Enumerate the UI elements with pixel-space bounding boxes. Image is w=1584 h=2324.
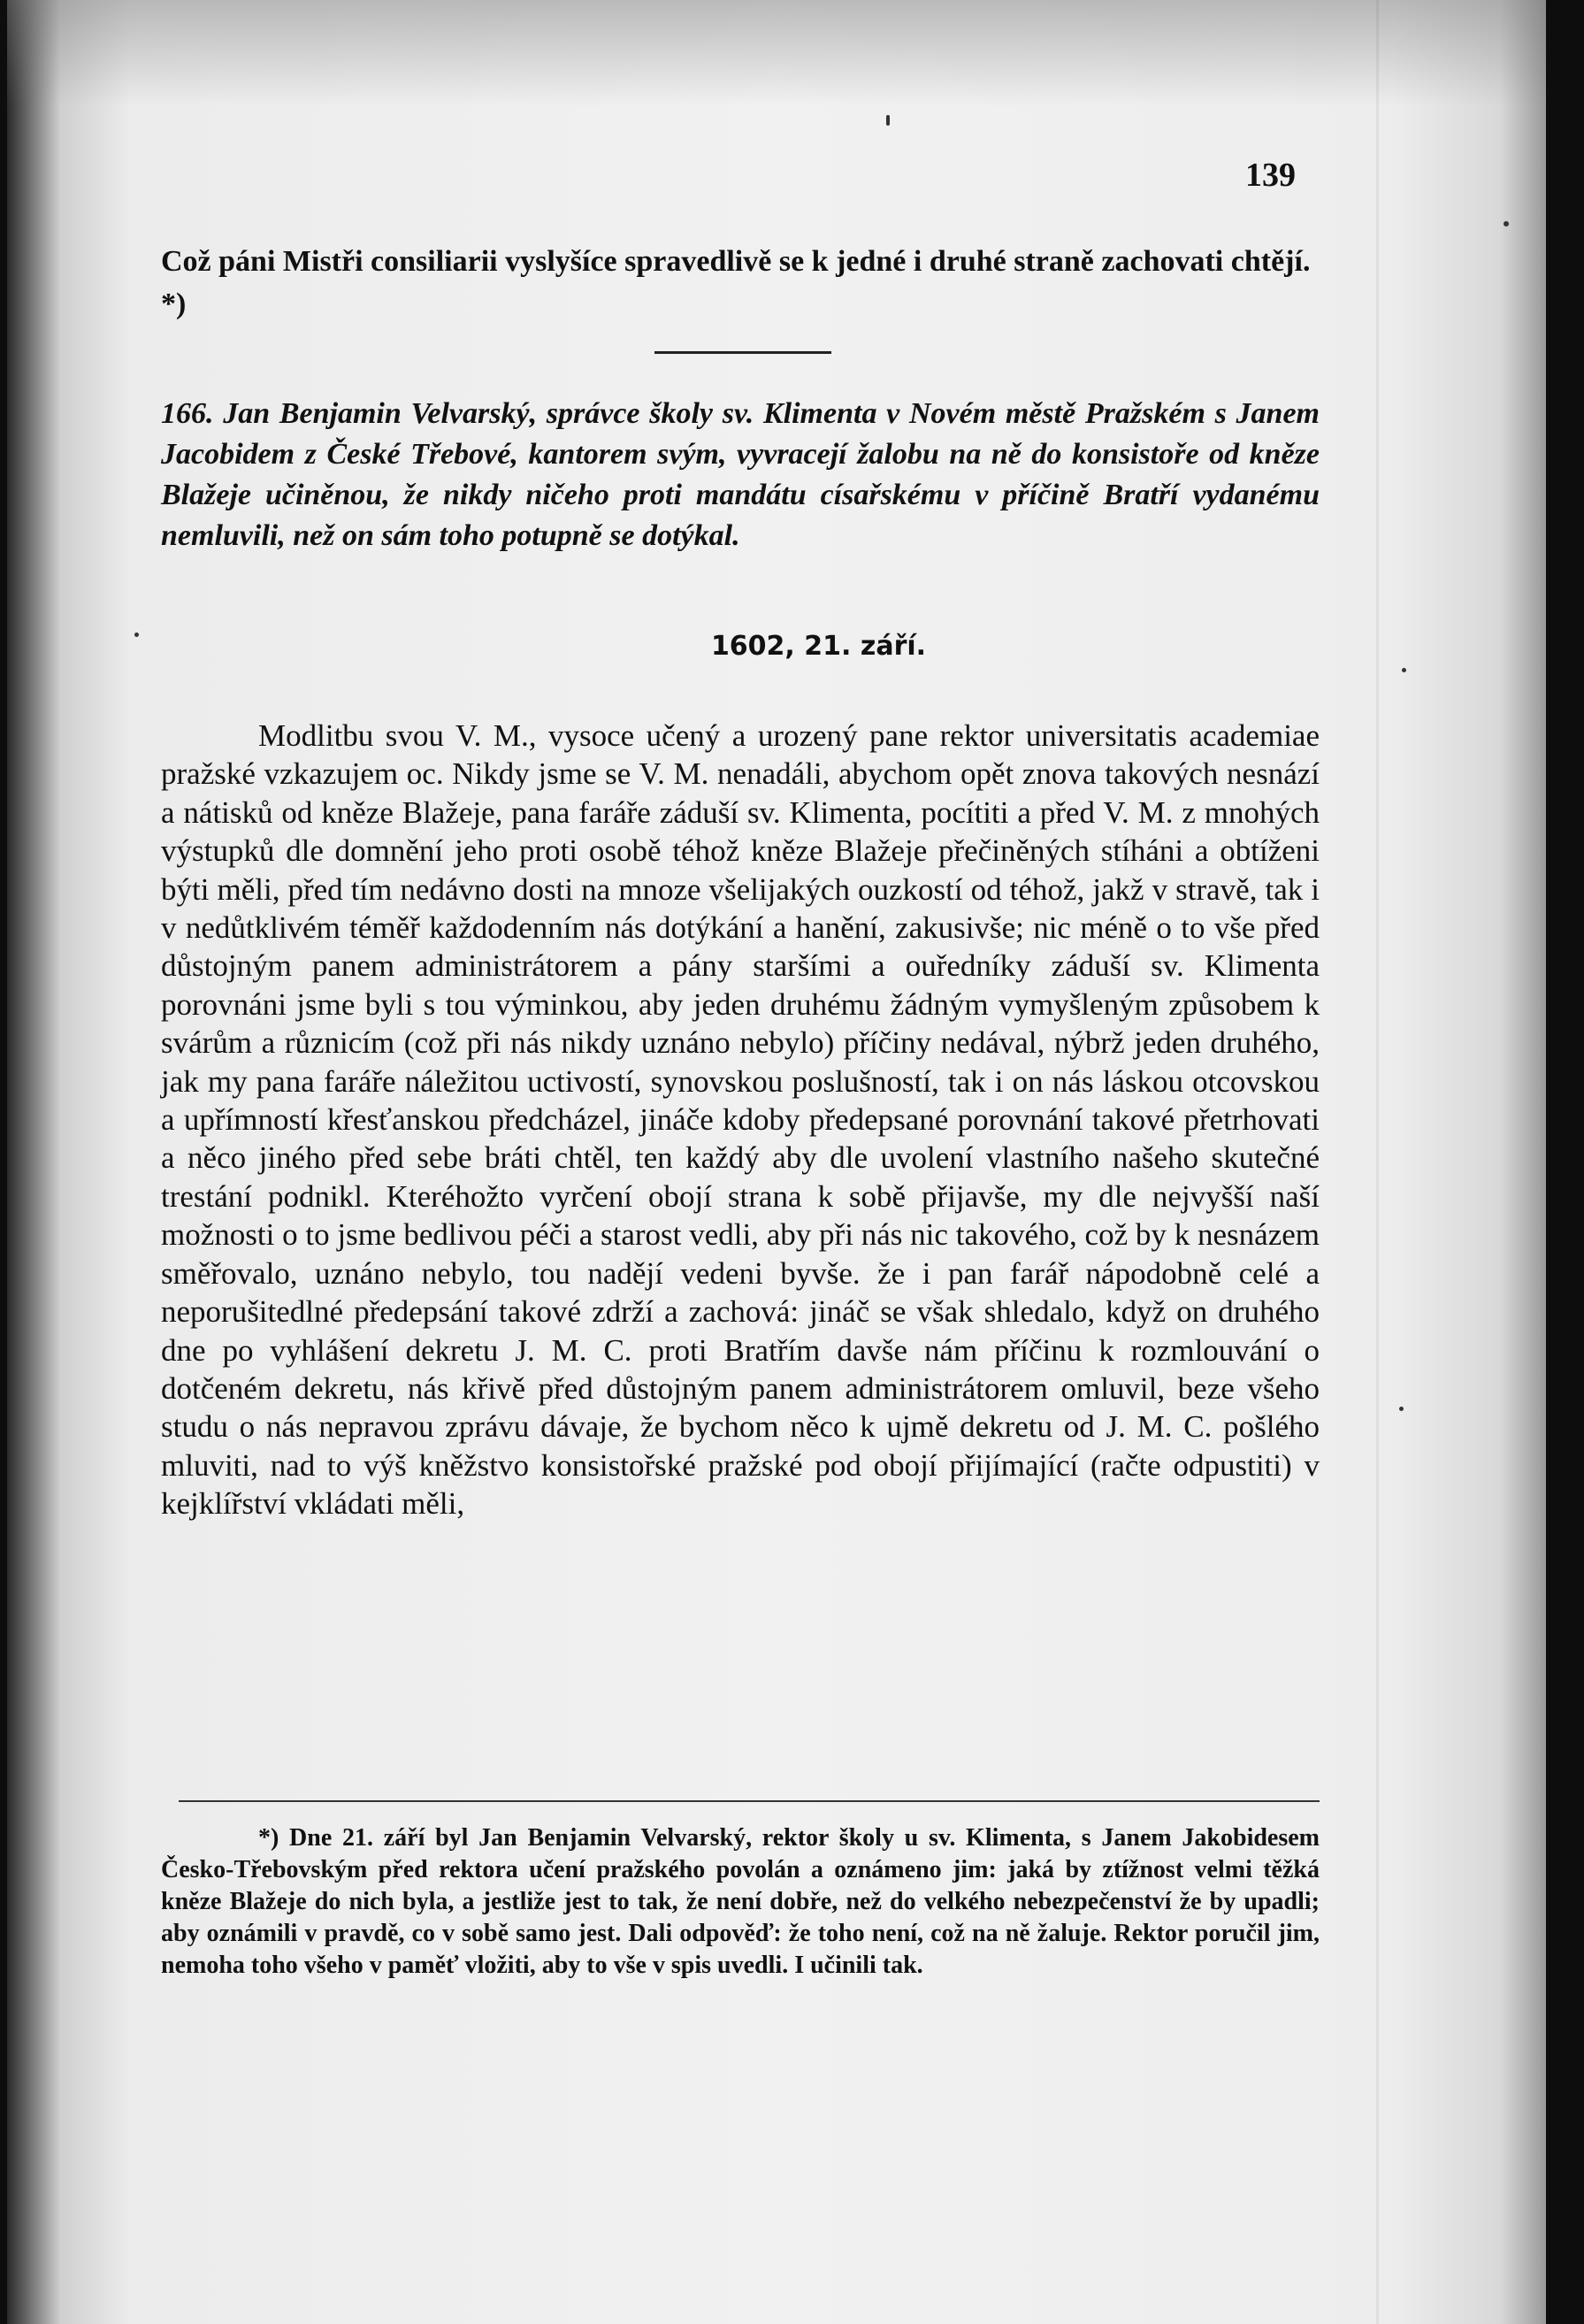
dust-speck bbox=[1399, 1407, 1404, 1411]
dust-speck bbox=[1402, 668, 1406, 672]
dust-speck bbox=[1504, 221, 1509, 226]
entry-body: Modlitbu svou V. M., vysoce učený a urozený pane rektor universitatis academiae pražské vzkazujem oc. Nikdy jsme se V. M. nenadáli, abychom opět znova takových nesnází a nátisků od kněze Blažeje, pana faráře záduší sv. Klimenta, pocítiti a před V. M. z mnohých výstupků dle domnění jeho proti osobě téhož kněze Blažeje přečiněných stíháni a obtíženi býti měli, před tím nedávno dosti na mnoze všelijakých ouzkostí od téhož, jakž v stravě, tak i v nedůtklivém téměř každodenním nás dotýkání a hanění, zakusivše; nic méně o to vše před důstojným panem administrátorem a pány staršími a ouředníky záduší sv. Klimenta porovnáni jsme byli s tou výminkou, aby jeden druhému žádným vymyšleným způsobem k svárům a různicím (což při nás nikdy uznáno nebylo) příčiny nedával, nýbrž jeden druhého, jak my pana faráře náležitou uctivostí, synovskou poslušností, tak i on nás láskou otcovskou a upřímností křesťanskou předcházel, jináče kdoby předepsané porovnání takové přetrhovati a něco jiného před sebe bráti chtěl, ten každý aby dle uvolení vlastního našeho skutečné trestání podnikl. Kteréhožto vyrčení obojí strana k sobě přijavše, my dle nejvyšší naší možnosti o to jsme bedlivou péči a starost vedli, aby při nás nic takového, což by k nesnázem směřovalo, uznáno nebylo, tou nadějí vedeni byvše. že i pan farář nápodobně celé a neporušitedlné předepsání takové zdrží a zachová: jináč se však shledalo, když on druhého dne po vyhlášení dekretu J. M. C. proti Bratřím davše nám příčinu k rozmlouvání o dotčeném dekretu, nás křivě před důstojným panem administrátorem omluvil, beze všeho studu o nás nepravou zprávu dávaje, že bychom něco k ujmě dekretu od J. M. C. pošlého mluviti, nad to výš kněžstvo konsistořské pražské pod obojí přijímající (račte odpustiti) v kejklířství vkládati měli, bbox=[161, 718, 1320, 1522]
entry-heading: 166. Jan Benjamin Velvarský, správce školy sv. Klimenta v Novém městě Pražském s Janem Jacobidem z České Třebové, kantorem svým, vyvracejí žalobu na ně do konsistoře od kněze Blažeje učiněnou, že nikdy ničeho proti mandátu císařskému v příčině Bratří vydanému nemluvili, než on sám toho potupně se dotýkal. bbox=[161, 397, 1320, 552]
dust-speck bbox=[886, 115, 890, 126]
intro-paragraph: Což páni Mistři consiliarii vyslyšíce spravedlivě se k jedné i druhé straně zachovati chtějí. *) bbox=[161, 245, 1311, 320]
section-divider bbox=[654, 351, 831, 354]
footnote: *) Dne 21. září byl Jan Benjamin Velvarský, rektor školy u sv. Klimenta, s Janem Jakobidesem Česko-Třebovským před rektora učení pražského povolán a oznámeno jim: jaká by ztížnost velmi těžká kněze Blažeje do nich byla, a jestliže jest to tak, že není dobře, než do velkého nebezpečenství že by upadli; aby oznámili v pravdě, co v sobě samo jest. Dali odpověď: že toho není, což na ně žaluje. Rektor poručil jim, nemoha toho všeho v paměť vložiti, aby to vše v spis uvedli. I učinili tak. bbox=[161, 1824, 1320, 1979]
entry-date: 1602, 21. září. bbox=[710, 631, 927, 662]
paper-top-shade bbox=[7, 0, 1546, 106]
page-fold-shadow bbox=[1376, 0, 1379, 2324]
page-number: 139 bbox=[1245, 157, 1296, 194]
footnote-rule bbox=[179, 1800, 1320, 1802]
